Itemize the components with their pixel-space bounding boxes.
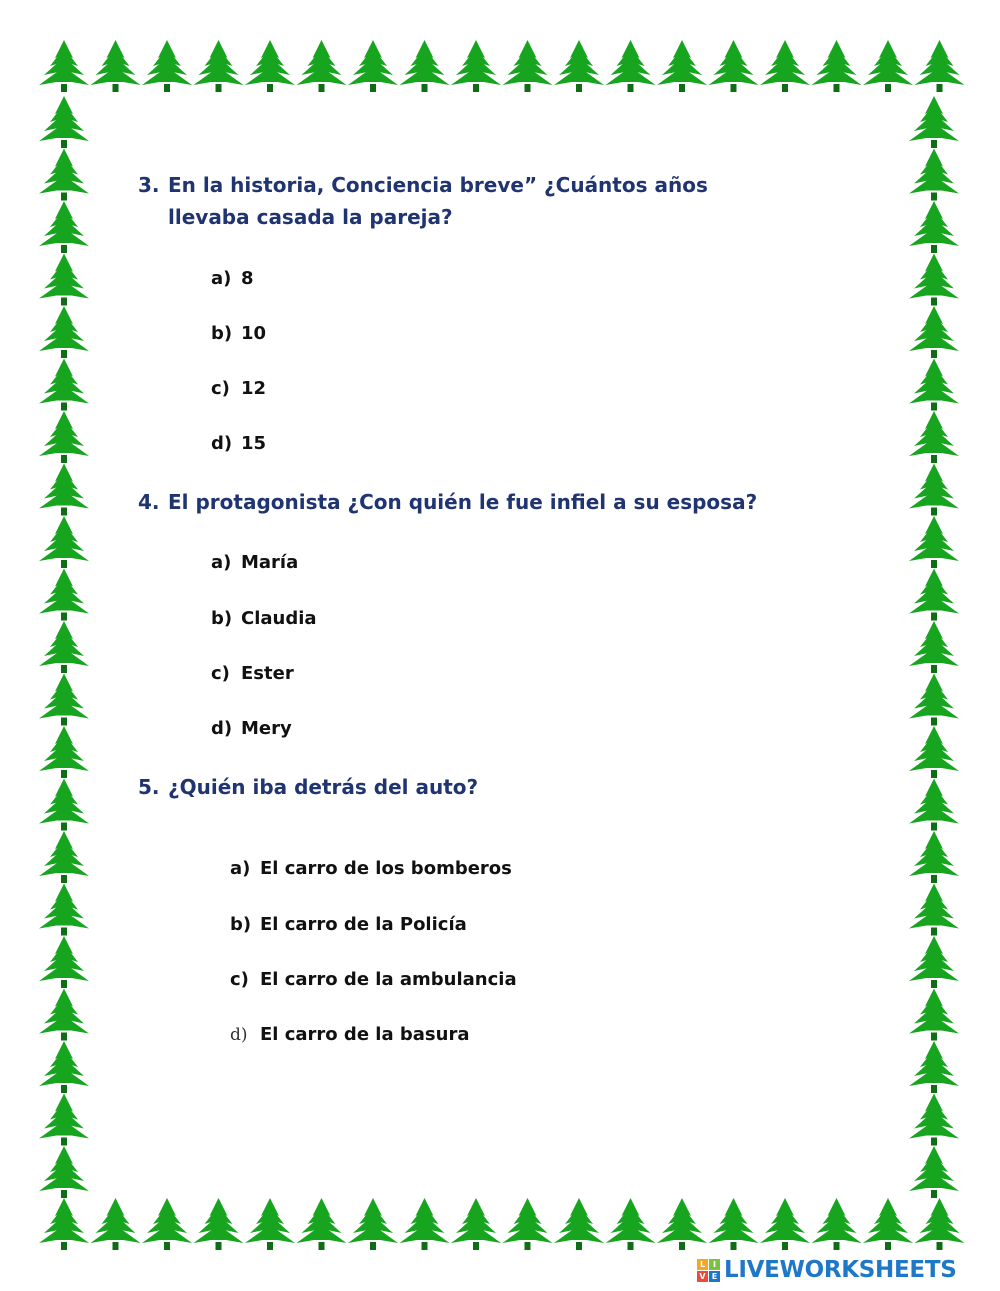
option-letter: c) [230,969,249,990]
tree-icon [863,40,913,92]
option-q5-d[interactable] [230,1024,469,1046]
option-q5-a[interactable] [230,858,512,880]
tree-icon [909,149,959,201]
question-4 [138,486,757,518]
logo-letter: E [709,1271,720,1282]
logo-letter: V [697,1271,708,1282]
tree-icon [863,1198,913,1250]
tree-icon [709,1198,759,1250]
liveworksheets-logo[interactable] [697,1256,956,1284]
tree-icon [39,1094,89,1146]
tree-icon [39,411,89,463]
tree-icon [39,201,89,253]
option-letter: c) [211,378,230,399]
option-text: Ester [241,663,294,684]
tree-icon [400,1198,450,1250]
tree-icon [909,569,959,621]
tree-icon [909,254,959,306]
logo-letter: L [697,1259,708,1270]
tree-icon [760,40,810,92]
option-text: María [241,552,299,573]
tree-icon [606,40,656,92]
tree-icon [909,989,959,1041]
tree-icon [39,726,89,778]
tree-icon [909,621,959,673]
tree-icon [297,40,347,92]
option-text: Mery [241,718,292,739]
tree-icon [142,1198,192,1250]
live-logo-icon [697,1259,720,1282]
option-text: El carro de la basura [260,1024,470,1045]
tree-icon [297,1198,347,1250]
option-text: 10 [241,323,267,344]
tree-icon [909,1146,959,1198]
tree-icon [657,40,707,92]
option-letter: c) [211,663,230,684]
tree-icon [909,674,959,726]
option-letter: b) [211,608,233,629]
tree-icon [909,1041,959,1093]
tree-icon [909,884,959,936]
question-text: El protagonista ¿Con quién le fue infiel a su esposa? [168,490,758,514]
tree-icon [554,1198,604,1250]
question-5 [138,771,478,803]
tree-icon [909,96,959,148]
question-3 [138,169,708,233]
option-q3-c[interactable] [211,378,266,400]
tree-icon [915,40,965,92]
tree-icon [657,1198,707,1250]
tree-icon [909,516,959,568]
tree-icon [39,674,89,726]
tree-icon [39,884,89,936]
option-letter: a) [211,552,232,573]
tree-icon [194,40,244,92]
tree-icon [39,40,89,92]
tree-icon [39,569,89,621]
tree-icon [606,1198,656,1250]
tree-icon [39,306,89,358]
option-letter: a) [211,268,232,289]
tree-icon [39,621,89,673]
tree-icon [91,40,141,92]
option-letter: d) [211,433,233,454]
tree-icon [39,1041,89,1093]
question-text: En la historia, Conciencia breve” ¿Cuántos años [168,173,708,197]
tree-icon [39,516,89,568]
tree-icon [39,464,89,516]
option-q5-b[interactable] [230,914,467,936]
tree-icon [503,40,553,92]
tree-icon [909,359,959,411]
option-text: El carro de la Policía [260,914,467,935]
option-q4-d[interactable] [211,718,292,740]
tree-icon [909,464,959,516]
tree-icon [245,40,295,92]
option-q3-d[interactable] [211,433,266,455]
tree-icon [142,40,192,92]
option-text: 15 [241,433,267,454]
tree-icon [39,831,89,883]
tree-icon [348,40,398,92]
tree-icon [194,1198,244,1250]
tree-icon [39,359,89,411]
option-q3-b[interactable] [211,323,266,345]
tree-icon [503,1198,553,1250]
option-letter: b) [230,914,252,935]
tree-icon [915,1198,965,1250]
option-letter: b) [211,323,233,344]
tree-icon [39,1198,89,1250]
option-q4-a[interactable] [211,552,298,574]
option-letter: d) [211,718,233,739]
tree-icon [554,40,604,92]
tree-icon [760,1198,810,1250]
option-q5-c[interactable] [230,969,517,991]
question-number: 3. [138,173,160,197]
tree-icon [39,989,89,1041]
tree-icon [451,40,501,92]
tree-icon [451,1198,501,1250]
tree-icon [39,779,89,831]
tree-icon [39,254,89,306]
tree-icon [812,40,862,92]
question-text: ¿Quién iba detrás del auto? [168,775,479,799]
logo-brand-text: LIVEWORKSHEETS [724,1257,957,1283]
option-text: El carro de la ambulancia [260,969,517,990]
tree-icon [400,40,450,92]
option-letter: d) [230,1025,248,1045]
tree-icon [909,831,959,883]
tree-icon [909,936,959,988]
option-text: 8 [241,268,254,289]
tree-icon [39,96,89,148]
logo-letter: I [709,1259,720,1270]
tree-icon [39,936,89,988]
tree-icon [909,411,959,463]
option-text: El carro de los bomberos [260,858,512,879]
tree-icon [909,779,959,831]
option-q3-a[interactable] [211,268,254,290]
tree-icon [39,149,89,201]
option-text: 12 [241,378,267,399]
option-q4-c[interactable] [211,663,294,685]
option-q4-b[interactable] [211,608,317,630]
question-number: 5. [138,775,160,799]
option-text: Claudia [241,608,317,629]
tree-icon [909,306,959,358]
question-text-line-2: llevaba casada la pareja? [168,205,453,229]
tree-icon [812,1198,862,1250]
tree-icon [909,201,959,253]
tree-icon [348,1198,398,1250]
option-letter: a) [230,858,251,879]
question-number: 4. [138,490,160,514]
tree-icon [91,1198,141,1250]
tree-icon [39,1146,89,1198]
tree-icon [909,1094,959,1146]
tree-icon [909,726,959,778]
tree-icon [245,1198,295,1250]
tree-icon [709,40,759,92]
